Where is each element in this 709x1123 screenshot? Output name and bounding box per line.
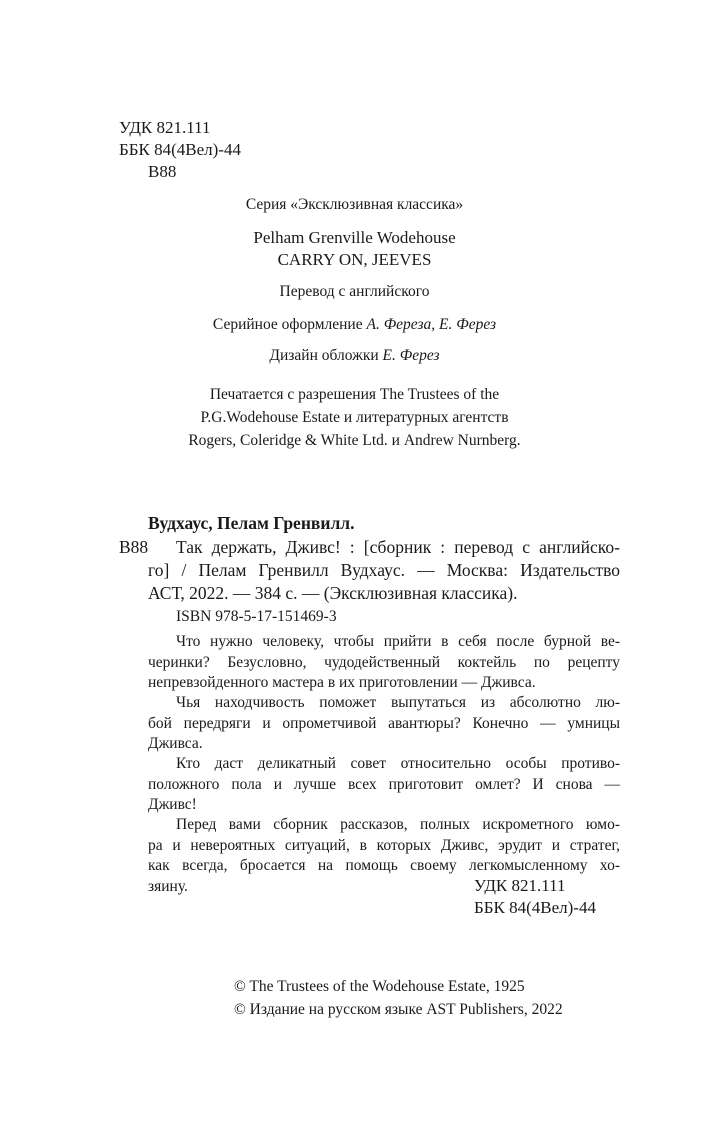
annotation-p1-line-1: Что нужно человеку, чтобы прийти в себя после бурной ве-	[176, 633, 620, 650]
isbn: ISBN 978-5-17-151469-3	[176, 608, 337, 625]
annotation-p3-line-3: Дживс!	[148, 796, 197, 813]
original-author: Pelham Grenville Wodehouse	[253, 228, 456, 247]
translation-note: Перевод с английского	[279, 283, 430, 300]
annotation-p1-line-3: непревзойденного мастера в их приготовлении — Дживса.	[148, 674, 536, 691]
annotation-p4-line-3: как всегда, бросается на помощь своему легкомысленному хо-	[148, 857, 620, 874]
series-design-label: Серийное оформление	[212, 316, 367, 333]
annotation-p2-line-3: Дживса.	[148, 735, 203, 752]
bottom-udk-code: УДК 821.111	[474, 876, 566, 895]
bbk-code: ББК 84(4Вел)-44	[119, 140, 241, 159]
annotation-p3-line-1: Кто даст деликатный совет относительно особы противо-	[176, 755, 620, 772]
series-design-credit	[0, 316, 709, 334]
original-title: CARRY ON, JEEVES	[277, 250, 432, 269]
bibliographic-heading: Вудхаус, Пелам Гренвилл.	[148, 513, 355, 533]
annotation-p4-line-2: ра и невероятных ситуаций, в которых Дживс, эрудит и стратег,	[148, 837, 620, 854]
cover-design-names: Е. Ферез	[382, 347, 440, 364]
annotation-p4-line-4: зяину.	[148, 878, 188, 895]
bibliographic-mark: В88	[119, 537, 149, 557]
annotation-p2-line-2: бой передряги и опрометчивой авантюры? Конечно — умницы	[148, 715, 620, 732]
permission-line-3: Rogers, Coleridge & White Ltd. и Andrew Nurnberg.	[188, 432, 521, 449]
series-design-names: А. Фереза, Е. Ферез	[366, 316, 497, 333]
copyright-original: © The Trustees of the Wodehouse Estate, 1925	[234, 978, 525, 995]
bibliographic-line-2: го] / Пелам Гренвилл Вудхаус. — Москва: Издательство	[148, 560, 620, 580]
annotation-p1-line-2: черинки? Безусловно, чудодейственный коктейль по рецепту	[148, 654, 620, 671]
permission-line-1: Печатается с разрешения The Trustees of the	[209, 386, 500, 403]
author-mark: В88	[148, 162, 177, 181]
cover-design-credit	[0, 347, 709, 365]
annotation-p2-line-1: Чья находчивость поможет выпутаться из абсолютно лю-	[176, 694, 620, 711]
series-title: Серия «Эксклюзивная классика»	[245, 196, 464, 213]
udk-code: УДК 821.111	[119, 118, 211, 137]
bottom-bbk-code: ББК 84(4Вел)-44	[474, 898, 596, 917]
copyright-russian-edition: © Издание на русском языке AST Publishers, 2022	[234, 1001, 563, 1018]
bibliographic-line-1: Так держать, Дживс! : [сборник : перевод с английско-	[176, 537, 620, 557]
permission-line-2: P.G.Wodehouse Estate и литературных агентств	[200, 409, 509, 426]
bibliographic-line-3: АСТ, 2022. — 384 с. — (Эксклюзивная классика).	[148, 583, 518, 603]
annotation-p4-line-1: Перед вами сборник рассказов, полных искрометного юмо-	[176, 816, 620, 833]
cover-design-label: Дизайн обложки	[269, 347, 383, 364]
annotation-p3-line-2: положного пола и лучше всех приготовит омлет? И снова —	[148, 776, 620, 793]
